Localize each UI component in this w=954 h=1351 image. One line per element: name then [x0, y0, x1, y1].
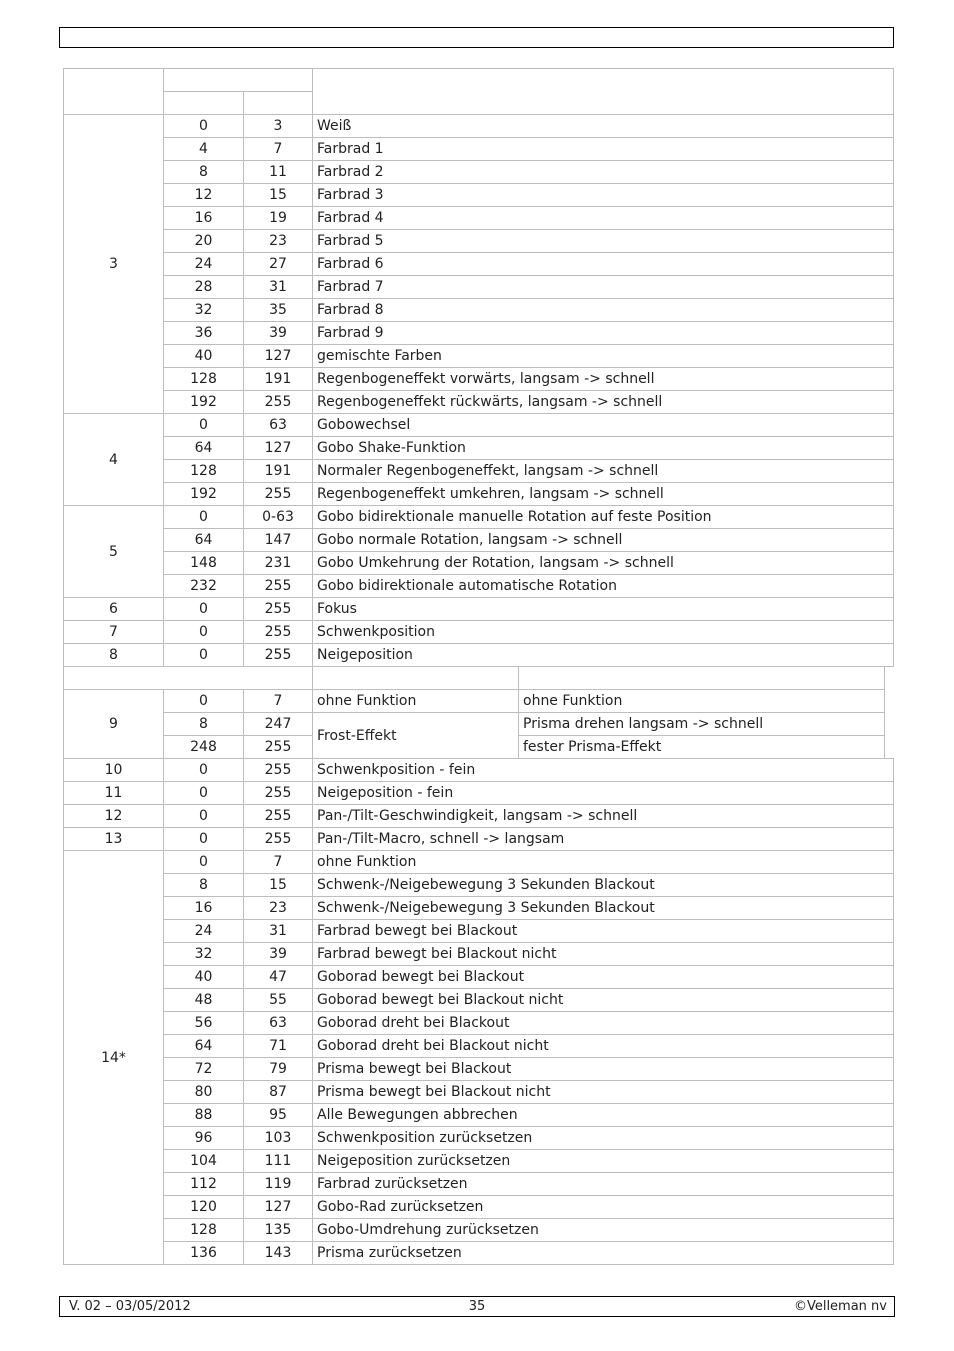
value-to-cell: 7	[244, 690, 313, 713]
channel-number-cell: 8	[64, 644, 164, 667]
value-from-cell: 0	[164, 506, 244, 529]
header-channel-cell	[64, 69, 164, 115]
table-row	[64, 1242, 894, 1265]
header-value-cell	[164, 69, 313, 92]
value-to-cell: 191	[244, 460, 313, 483]
value-from-cell: 232	[164, 575, 244, 598]
function-cell: Goborad bewegt bei Blackout nicht	[313, 989, 894, 1012]
function-cell: Farbrad 9	[313, 322, 894, 345]
function-cell: Prisma zurücksetzen	[313, 1242, 894, 1265]
table-row	[64, 782, 894, 805]
function-cell: Goborad dreht bei Blackout	[313, 1012, 894, 1035]
table-row	[64, 115, 894, 138]
value-to-cell: 7	[244, 138, 313, 161]
table-row	[64, 529, 894, 552]
function-cell: Gobo normale Rotation, langsam -> schnell	[313, 529, 894, 552]
function-cell: Farbrad 2	[313, 161, 894, 184]
value-to-cell: 79	[244, 1058, 313, 1081]
value-from-cell: 16	[164, 897, 244, 920]
function-cell: Gobo bidirektionale automatische Rotation	[313, 575, 894, 598]
function-cell: Regenbogeneffekt rückwärts, langsam -> schnell	[313, 391, 894, 414]
channel-number-cell: 6	[64, 598, 164, 621]
table-row	[64, 1104, 894, 1127]
value-to-cell: 87	[244, 1081, 313, 1104]
table-row	[64, 276, 894, 299]
value-to-cell: 255	[244, 621, 313, 644]
value-from-cell: 20	[164, 230, 244, 253]
value-from-cell: 80	[164, 1081, 244, 1104]
value-from-cell: 0	[164, 828, 244, 851]
function-cell: Alle Bewegungen abbrechen	[313, 1104, 894, 1127]
function-cell: Goborad bewegt bei Blackout	[313, 966, 894, 989]
value-to-cell: 103	[244, 1127, 313, 1150]
table-row	[64, 506, 894, 529]
spacer-cell	[885, 736, 894, 759]
function-cell: ohne Funktion	[313, 690, 519, 713]
value-from-cell: 120	[164, 1196, 244, 1219]
function-cell: Weiß	[313, 115, 894, 138]
table-row	[64, 391, 894, 414]
value-from-cell: 192	[164, 483, 244, 506]
table-row	[64, 1127, 894, 1150]
value-to-cell: 31	[244, 920, 313, 943]
channel-number-cell: 14*	[64, 851, 164, 1265]
table-row	[64, 414, 894, 437]
table-row	[64, 322, 894, 345]
value-to-cell: 15	[244, 184, 313, 207]
value-to-cell: 255	[244, 391, 313, 414]
table-row	[64, 897, 894, 920]
function-cell: Farbrad 5	[313, 230, 894, 253]
function-cell: Farbrad 4	[313, 207, 894, 230]
function-detail-cell: fester Prisma-Effekt	[519, 736, 885, 759]
function-cell: Gobo bidirektionale manuelle Rotation auf feste Position	[313, 506, 894, 529]
table-row	[64, 460, 894, 483]
value-from-cell: 104	[164, 1150, 244, 1173]
value-from-cell: 88	[164, 1104, 244, 1127]
value-from-cell: 0	[164, 644, 244, 667]
value-to-cell: 147	[244, 529, 313, 552]
table-row	[64, 713, 894, 736]
table-row	[64, 483, 894, 506]
value-to-cell: 3	[244, 115, 313, 138]
value-from-cell: 128	[164, 368, 244, 391]
value-to-cell: 63	[244, 1012, 313, 1035]
subheader-blank-cell	[313, 667, 519, 690]
table-row	[64, 299, 894, 322]
function-cell: Schwenk-/Neigebewegung 3 Sekunden Blackout	[313, 897, 894, 920]
value-to-cell: 127	[244, 345, 313, 368]
value-from-cell: 0	[164, 414, 244, 437]
table-row	[64, 920, 894, 943]
footer-copyright: ©Velleman nv	[793, 1299, 887, 1314]
table-row	[64, 598, 894, 621]
table-row	[64, 1012, 894, 1035]
value-from-cell: 112	[164, 1173, 244, 1196]
value-to-cell: 71	[244, 1035, 313, 1058]
table-row	[64, 1196, 894, 1219]
table-row	[64, 1081, 894, 1104]
value-from-cell: 128	[164, 1219, 244, 1242]
value-to-cell: 143	[244, 1242, 313, 1265]
channel-number-cell: 9	[64, 690, 164, 759]
function-cell: Gobo-Rad zurücksetzen	[313, 1196, 894, 1219]
value-from-cell: 96	[164, 1127, 244, 1150]
function-cell: ohne Funktion	[313, 851, 894, 874]
value-to-cell: 127	[244, 1196, 313, 1219]
table-row	[64, 1150, 894, 1173]
function-cell: Farbrad zurücksetzen	[313, 1173, 894, 1196]
value-to-cell: 255	[244, 828, 313, 851]
spacer-cell	[885, 713, 894, 736]
table-row	[64, 828, 894, 851]
table-row	[64, 943, 894, 966]
value-to-cell: 47	[244, 966, 313, 989]
value-from-cell: 24	[164, 920, 244, 943]
footer-page-number: 35	[468, 1299, 486, 1314]
value-from-cell: 248	[164, 736, 244, 759]
value-from-cell: 72	[164, 1058, 244, 1081]
value-from-cell: 64	[164, 529, 244, 552]
value-from-cell: 0	[164, 115, 244, 138]
value-to-cell: 27	[244, 253, 313, 276]
value-to-cell: 7	[244, 851, 313, 874]
table-row	[64, 345, 894, 368]
subheader-blank-cell	[519, 667, 885, 690]
page-footer	[59, 1296, 895, 1317]
function-cell: Neigeposition - fein	[313, 782, 894, 805]
table-row	[64, 759, 894, 782]
function-cell: Regenbogeneffekt umkehren, langsam -> schnell	[313, 483, 894, 506]
function-cell: Normaler Regenbogeneffekt, langsam -> schnell	[313, 460, 894, 483]
table-row	[64, 184, 894, 207]
value-from-cell: 4	[164, 138, 244, 161]
value-from-cell: 48	[164, 989, 244, 1012]
value-from-cell: 36	[164, 322, 244, 345]
channel-number-cell: 7	[64, 621, 164, 644]
value-to-cell: 255	[244, 644, 313, 667]
value-from-cell: 64	[164, 1035, 244, 1058]
value-to-cell: 19	[244, 207, 313, 230]
subheader-blank-cell	[64, 667, 313, 690]
spacer-cell	[885, 690, 894, 713]
value-to-cell: 23	[244, 230, 313, 253]
dmx-channel-table	[63, 68, 894, 1265]
table-row	[64, 644, 894, 667]
footer-version: V. 02 – 03/05/2012	[69, 1299, 191, 1314]
value-from-cell: 8	[164, 713, 244, 736]
function-cell: Neigeposition zurücksetzen	[313, 1150, 894, 1173]
value-from-cell: 128	[164, 460, 244, 483]
header-function-cell	[313, 69, 894, 115]
table-row	[64, 368, 894, 391]
table-row	[64, 207, 894, 230]
value-from-cell: 40	[164, 966, 244, 989]
channel-number-cell: 11	[64, 782, 164, 805]
function-cell: Goborad dreht bei Blackout nicht	[313, 1035, 894, 1058]
value-from-cell: 64	[164, 437, 244, 460]
value-to-cell: 111	[244, 1150, 313, 1173]
table-row	[64, 1035, 894, 1058]
value-from-cell: 0	[164, 621, 244, 644]
value-to-cell: 255	[244, 805, 313, 828]
value-from-cell: 0	[164, 598, 244, 621]
value-to-cell: 35	[244, 299, 313, 322]
function-cell: Fokus	[313, 598, 894, 621]
value-to-cell: 0-63	[244, 506, 313, 529]
value-to-cell: 55	[244, 989, 313, 1012]
value-to-cell: 255	[244, 736, 313, 759]
value-to-cell: 95	[244, 1104, 313, 1127]
table-row	[64, 161, 894, 184]
value-to-cell: 247	[244, 713, 313, 736]
function-cell: Farbrad 8	[313, 299, 894, 322]
table-row	[64, 621, 894, 644]
function-cell: Schwenkposition	[313, 621, 894, 644]
value-to-cell: 255	[244, 759, 313, 782]
table-row	[64, 989, 894, 1012]
channel-number-cell: 5	[64, 506, 164, 598]
value-from-cell: 0	[164, 782, 244, 805]
table-row	[64, 966, 894, 989]
table-row	[64, 230, 894, 253]
channel-number-cell: 13	[64, 828, 164, 851]
value-from-cell: 12	[164, 184, 244, 207]
channel-number-cell: 12	[64, 805, 164, 828]
table-subheader-row	[64, 667, 894, 690]
value-from-cell: 192	[164, 391, 244, 414]
value-to-cell: 39	[244, 322, 313, 345]
function-cell: Neigeposition	[313, 644, 894, 667]
table-row	[64, 874, 894, 897]
value-to-cell: 63	[244, 414, 313, 437]
value-from-cell: 0	[164, 759, 244, 782]
value-from-cell: 0	[164, 851, 244, 874]
value-to-cell: 231	[244, 552, 313, 575]
value-from-cell: 24	[164, 253, 244, 276]
value-to-cell: 191	[244, 368, 313, 391]
header-to-cell	[244, 92, 313, 115]
value-to-cell: 255	[244, 483, 313, 506]
function-cell: Farbrad bewegt bei Blackout nicht	[313, 943, 894, 966]
function-cell: Prisma bewegt bei Blackout nicht	[313, 1081, 894, 1104]
function-cell: Farbrad 3	[313, 184, 894, 207]
function-cell: Prisma bewegt bei Blackout	[313, 1058, 894, 1081]
value-to-cell: 11	[244, 161, 313, 184]
value-from-cell: 56	[164, 1012, 244, 1035]
channel-number-cell: 10	[64, 759, 164, 782]
function-cell: gemischte Farben	[313, 345, 894, 368]
value-to-cell: 119	[244, 1173, 313, 1196]
function-cell: Schwenk-/Neigebewegung 3 Sekunden Blackout	[313, 874, 894, 897]
value-from-cell: 28	[164, 276, 244, 299]
function-cell: Gobo-Umdrehung zurücksetzen	[313, 1219, 894, 1242]
function-detail-cell: Prisma drehen langsam -> schnell	[519, 713, 885, 736]
channel-number-cell: 3	[64, 115, 164, 414]
page-header	[59, 27, 894, 48]
table-row	[64, 437, 894, 460]
value-from-cell: 136	[164, 1242, 244, 1265]
function-cell: Farbrad 6	[313, 253, 894, 276]
header-from-cell	[164, 92, 244, 115]
table-row	[64, 1219, 894, 1242]
table-row	[64, 1058, 894, 1081]
table-row	[64, 138, 894, 161]
value-from-cell: 40	[164, 345, 244, 368]
value-to-cell: 255	[244, 598, 313, 621]
function-cell: Pan-/Tilt-Macro, schnell -> langsam	[313, 828, 894, 851]
value-from-cell: 32	[164, 943, 244, 966]
table-row	[64, 253, 894, 276]
function-cell: Regenbogeneffekt vorwärts, langsam -> schnell	[313, 368, 894, 391]
function-detail-cell: ohne Funktion	[519, 690, 885, 713]
value-from-cell: 148	[164, 552, 244, 575]
function-cell: Frost-Effekt	[313, 713, 519, 759]
function-cell: Pan-/Tilt-Geschwindigkeit, langsam -> schnell	[313, 805, 894, 828]
function-cell: Farbrad 1	[313, 138, 894, 161]
function-cell: Schwenkposition zurücksetzen	[313, 1127, 894, 1150]
value-from-cell: 16	[164, 207, 244, 230]
function-cell: Gobo Shake-Funktion	[313, 437, 894, 460]
table-row	[64, 805, 894, 828]
value-to-cell: 255	[244, 575, 313, 598]
value-to-cell: 135	[244, 1219, 313, 1242]
value-from-cell: 0	[164, 690, 244, 713]
value-to-cell: 39	[244, 943, 313, 966]
table-row	[64, 690, 894, 713]
value-to-cell: 31	[244, 276, 313, 299]
table-header-row	[64, 69, 894, 92]
function-cell: Schwenkposition - fein	[313, 759, 894, 782]
table-row	[64, 552, 894, 575]
table-row	[64, 1173, 894, 1196]
value-from-cell: 32	[164, 299, 244, 322]
function-cell: Gobo Umkehrung der Rotation, langsam -> schnell	[313, 552, 894, 575]
function-cell: Farbrad 7	[313, 276, 894, 299]
table-row	[64, 851, 894, 874]
function-cell: Gobowechsel	[313, 414, 894, 437]
table-row	[64, 575, 894, 598]
value-to-cell: 15	[244, 874, 313, 897]
value-from-cell: 0	[164, 805, 244, 828]
value-from-cell: 8	[164, 161, 244, 184]
channel-number-cell: 4	[64, 414, 164, 506]
spacer-cell	[885, 667, 894, 690]
value-to-cell: 23	[244, 897, 313, 920]
value-to-cell: 255	[244, 782, 313, 805]
function-cell: Farbrad bewegt bei Blackout	[313, 920, 894, 943]
value-to-cell: 127	[244, 437, 313, 460]
value-from-cell: 8	[164, 874, 244, 897]
